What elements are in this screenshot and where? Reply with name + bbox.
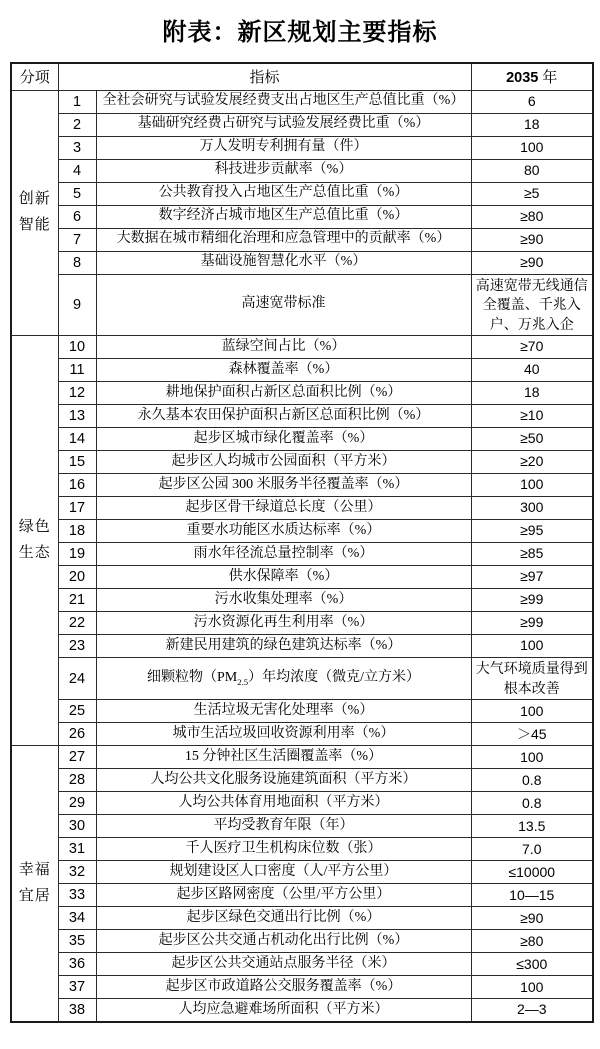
value-cell: 40	[471, 359, 593, 382]
row-number: 17	[58, 497, 96, 520]
row-number: 22	[58, 612, 96, 635]
category-cell: 幸福宜居	[11, 746, 58, 1022]
table-row	[11, 382, 593, 405]
table-row	[11, 700, 593, 723]
row-number: 15	[58, 451, 96, 474]
indicator-cell: 供水保障率（%）	[96, 566, 471, 589]
indicator-cell: 城市生活垃圾回收资源利用率（%）	[96, 723, 471, 746]
indicator-subscript: 2.5	[237, 676, 249, 687]
value-cell: ≥20	[471, 451, 593, 474]
table-row	[11, 359, 593, 382]
value-cell: 18	[471, 113, 593, 136]
value-cell: 100	[471, 976, 593, 999]
row-number: 9	[58, 274, 96, 336]
header-year	[471, 63, 593, 90]
value-cell: ≥85	[471, 543, 593, 566]
header-year-suffix: 年	[542, 70, 558, 87]
indicator-text: ）年均浓度（微克/立方米）	[248, 670, 420, 686]
indicator-cell: 起步区市政道路公交服务覆盖率（%）	[96, 976, 471, 999]
indicator-cell	[96, 658, 471, 700]
value-cell: 100	[471, 474, 593, 497]
value-cell: 100	[471, 700, 593, 723]
value-cell: ≥90	[471, 251, 593, 274]
value-cell: ≥95	[471, 520, 593, 543]
indicator-cell: 人均公共体育用地面积（平方米）	[96, 792, 471, 815]
indicator-cell: 蓝绿空间占比（%）	[96, 336, 471, 359]
header-row	[11, 63, 593, 90]
value-cell: 100	[471, 635, 593, 658]
value-cell: 300	[471, 497, 593, 520]
table-row	[11, 930, 593, 953]
table-row	[11, 251, 593, 274]
header-year-number: 2035	[506, 70, 539, 87]
row-number: 28	[58, 769, 96, 792]
indicator-cell: 新建民用建筑的绿色建筑达标率（%）	[96, 635, 471, 658]
table-row	[11, 723, 593, 746]
value-cell: ≥90	[471, 907, 593, 930]
indicator-cell: 万人发明专利拥有量（件）	[96, 136, 471, 159]
row-number: 16	[58, 474, 96, 497]
table-row	[11, 658, 593, 700]
row-number: 38	[58, 999, 96, 1022]
indicator-cell: 基础研究经费占研究与试验发展经费比重（%）	[96, 113, 471, 136]
table-row	[11, 907, 593, 930]
row-number: 11	[58, 359, 96, 382]
indicator-cell: 生活垃圾无害化处理率（%）	[96, 700, 471, 723]
table-row	[11, 336, 593, 359]
row-number: 23	[58, 635, 96, 658]
row-number: 7	[58, 228, 96, 251]
category-cell: 绿色生态	[11, 336, 58, 746]
value-cell: ≥70	[471, 336, 593, 359]
table-row	[11, 884, 593, 907]
table-row	[11, 769, 593, 792]
row-number: 32	[58, 861, 96, 884]
indicator-cell: 大数据在城市精细化治理和应急管理中的贡献率（%）	[96, 228, 471, 251]
indicator-cell: 公共教育投入占地区生产总值比重（%）	[96, 182, 471, 205]
value-cell: ≥80	[471, 205, 593, 228]
indicator-cell: 基础设施智慧化水平（%）	[96, 251, 471, 274]
row-number: 31	[58, 838, 96, 861]
indicator-cell: 起步区公共交通站点服务半径（米）	[96, 953, 471, 976]
row-number: 5	[58, 182, 96, 205]
row-number: 36	[58, 953, 96, 976]
indicator-cell: 平均受教育年限（年）	[96, 815, 471, 838]
value-cell: ≥10	[471, 405, 593, 428]
row-number: 4	[58, 159, 96, 182]
table-row	[11, 999, 593, 1022]
table-row	[11, 861, 593, 884]
table-row	[11, 474, 593, 497]
table-row	[11, 612, 593, 635]
value-cell: ≥97	[471, 566, 593, 589]
row-number: 2	[58, 113, 96, 136]
table-row	[11, 543, 593, 566]
table-row	[11, 451, 593, 474]
row-number: 27	[58, 746, 96, 769]
indicator-cell: 重要水功能区水质达标率（%）	[96, 520, 471, 543]
indicator-cell: 雨水年径流总量控制率（%）	[96, 543, 471, 566]
value-cell: 13.5	[471, 815, 593, 838]
value-cell: 18	[471, 382, 593, 405]
row-number: 6	[58, 205, 96, 228]
indicators-table	[10, 62, 594, 1023]
header-indicator: 指标	[58, 63, 471, 90]
value-cell: 0.8	[471, 769, 593, 792]
table-row	[11, 815, 593, 838]
value-cell: ≥80	[471, 930, 593, 953]
value-cell: ≤300	[471, 953, 593, 976]
value-cell: ≥50	[471, 428, 593, 451]
table-row	[11, 589, 593, 612]
category-cell: 创新智能	[11, 90, 58, 336]
value-cell: 2—3	[471, 999, 593, 1022]
table-row	[11, 405, 593, 428]
value-cell: 10—15	[471, 884, 593, 907]
indicator-cell: 数字经济占城市地区生产总值比重（%）	[96, 205, 471, 228]
indicator-cell: 起步区绿色交通出行比例（%）	[96, 907, 471, 930]
indicator-cell: 规划建设区人口密度（人/平方公里）	[96, 861, 471, 884]
indicator-cell: 人均公共文化服务设施建筑面积（平方米）	[96, 769, 471, 792]
indicator-cell: 起步区城市绿化覆盖率（%）	[96, 428, 471, 451]
table-row	[11, 635, 593, 658]
table-row	[11, 953, 593, 976]
row-number: 3	[58, 136, 96, 159]
row-number: 25	[58, 700, 96, 723]
table-row	[11, 566, 593, 589]
table-row	[11, 976, 593, 999]
indicator-cell: 永久基本农田保护面积占新区总面积比例（%）	[96, 405, 471, 428]
row-number: 30	[58, 815, 96, 838]
value-cell: 高速宽带无线通信全覆盖、千兆入户、万兆入企	[471, 274, 593, 336]
indicator-cell: 科技进步贡献率（%）	[96, 159, 471, 182]
indicator-cell: 起步区骨干绿道总长度（公里）	[96, 497, 471, 520]
value-cell: ≥90	[471, 228, 593, 251]
row-number: 37	[58, 976, 96, 999]
row-number: 13	[58, 405, 96, 428]
indicator-cell: 污水资源化再生利用率（%）	[96, 612, 471, 635]
header-category: 分项	[11, 63, 58, 90]
table-row	[11, 228, 593, 251]
indicator-text: 细颗粒物（PM	[147, 670, 238, 686]
indicator-cell: 污水收集处理率（%）	[96, 589, 471, 612]
row-number: 19	[58, 543, 96, 566]
value-cell: 7.0	[471, 838, 593, 861]
indicator-cell: 人均应急避难场所面积（平方米）	[96, 999, 471, 1022]
indicator-cell: 全社会研究与试验发展经费支出占地区生产总值比重（%）	[96, 90, 471, 113]
table-row	[11, 136, 593, 159]
indicator-cell: 千人医疗卫生机构床位数（张）	[96, 838, 471, 861]
table-row	[11, 159, 593, 182]
row-number: 1	[58, 90, 96, 113]
row-number: 21	[58, 589, 96, 612]
value-cell: 大气环境质量得到根本改善	[471, 658, 593, 700]
value-cell: ≥99	[471, 612, 593, 635]
table-row	[11, 520, 593, 543]
value-cell: 80	[471, 159, 593, 182]
indicator-cell: 森林覆盖率（%）	[96, 359, 471, 382]
value-cell: 100	[471, 136, 593, 159]
indicator-cell: 起步区人均城市公园面积（平方米）	[96, 451, 471, 474]
table-row	[11, 428, 593, 451]
table-row	[11, 792, 593, 815]
indicator-cell: 起步区路网密度（公里/平方公里）	[96, 884, 471, 907]
value-cell: ＞45	[471, 723, 593, 746]
indicator-cell: 耕地保护面积占新区总面积比例（%）	[96, 382, 471, 405]
table-row	[11, 113, 593, 136]
row-number: 12	[58, 382, 96, 405]
indicator-cell: 起步区公园 300 米服务半径覆盖率（%）	[96, 474, 471, 497]
value-cell: 0.8	[471, 792, 593, 815]
row-number: 29	[58, 792, 96, 815]
row-number: 20	[58, 566, 96, 589]
row-number: 24	[58, 658, 96, 700]
row-number: 14	[58, 428, 96, 451]
table-row	[11, 746, 593, 769]
row-number: 26	[58, 723, 96, 746]
indicator-cell: 高速宽带标准	[96, 274, 471, 336]
value-cell: ≤10000	[471, 861, 593, 884]
row-number: 18	[58, 520, 96, 543]
value-cell: 100	[471, 746, 593, 769]
row-number: 8	[58, 251, 96, 274]
table-row	[11, 838, 593, 861]
page-title: 附表：新区规划主要指标	[162, 19, 438, 46]
table-row	[11, 205, 593, 228]
indicator-cell: 起步区公共交通占机动化出行比例（%）	[96, 930, 471, 953]
value-cell: ≥5	[471, 182, 593, 205]
table-row	[11, 497, 593, 520]
value-cell: ≥99	[471, 589, 593, 612]
row-number: 35	[58, 930, 96, 953]
table-row	[11, 90, 593, 113]
row-number: 10	[58, 336, 96, 359]
row-number: 34	[58, 907, 96, 930]
table-body	[11, 90, 593, 1022]
indicator-cell: 15 分钟社区生活圈覆盖率（%）	[96, 746, 471, 769]
row-number: 33	[58, 884, 96, 907]
table-row	[11, 274, 593, 336]
value-cell: 6	[471, 90, 593, 113]
table-row	[11, 182, 593, 205]
